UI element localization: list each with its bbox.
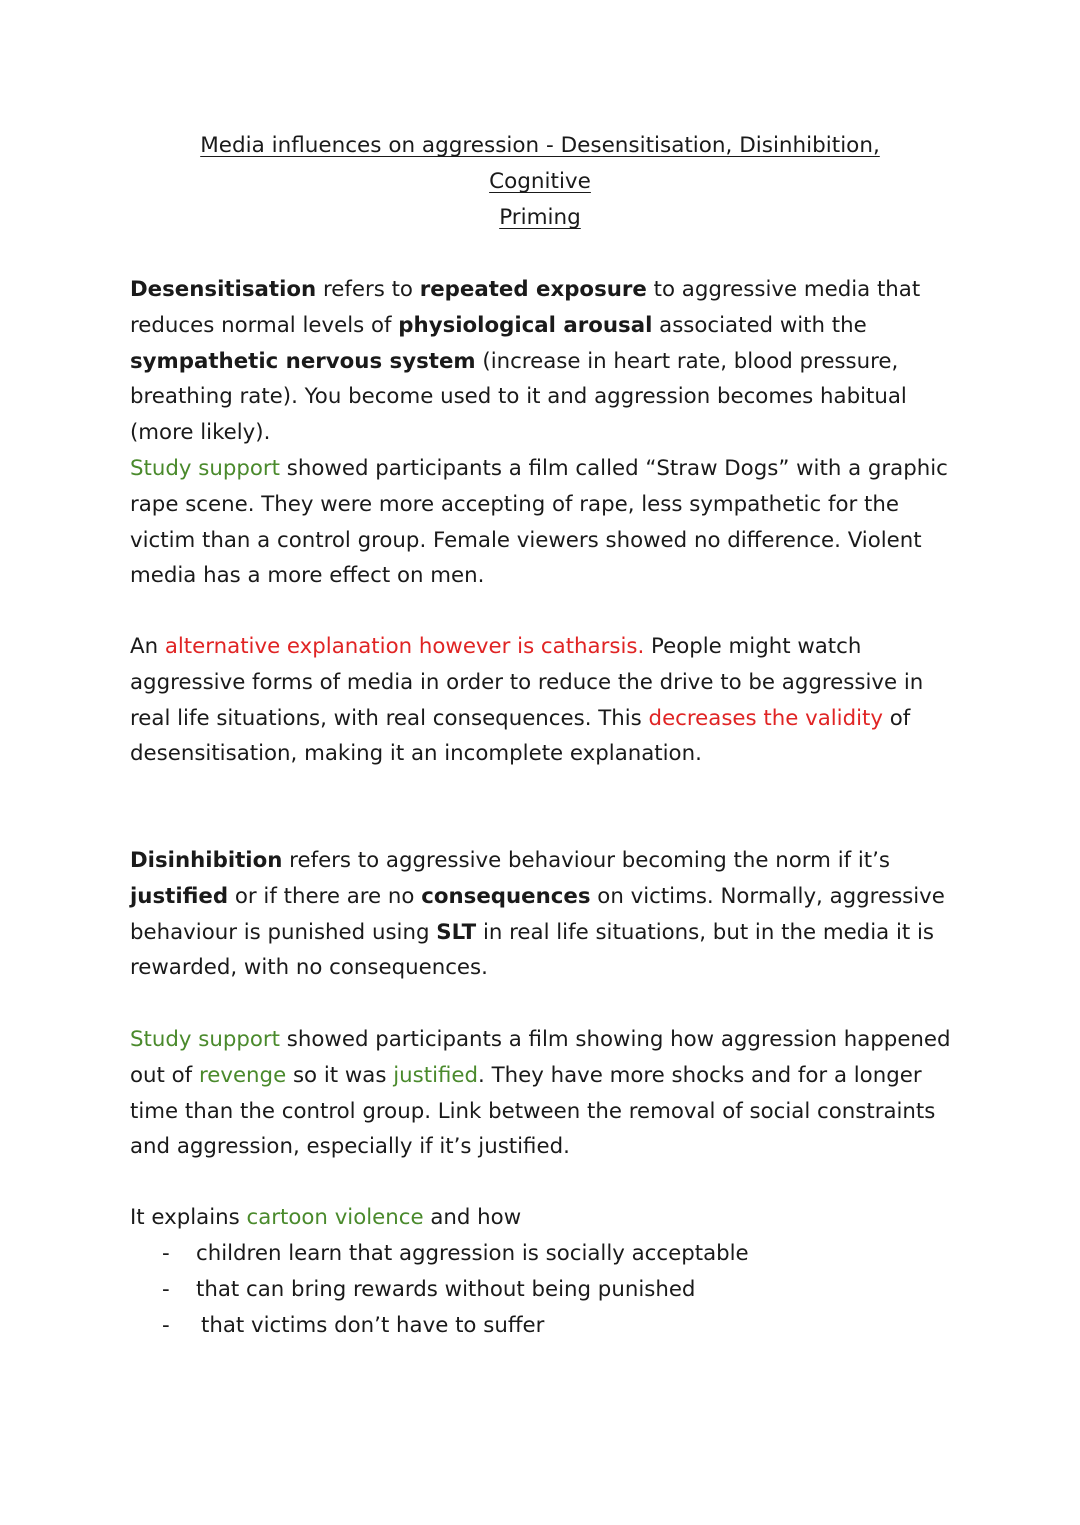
cartoon-violence-intro — [130, 1200, 960, 1236]
title-line-2: Priming — [499, 205, 581, 230]
study-support-paragraph-2 — [130, 1022, 960, 1165]
text: in real life situations, but in the media it is rewarded, with no consequences. — [130, 919, 934, 981]
document-title — [150, 128, 930, 236]
bullet-dash: - — [162, 1241, 170, 1266]
study-support-label: Study support — [130, 456, 281, 481]
text: People might watch aggressive forms of media in order to reduce the drive to be aggressive in real life situations, with real consequences. This — [130, 634, 924, 731]
keyword: repeated exposure — [419, 277, 647, 302]
text: associated with the — [652, 312, 867, 338]
text: refers to — [316, 277, 420, 302]
text: refers to aggressive behaviour becoming the norm if it’s — [282, 848, 891, 873]
title-line-1: Media influences on aggression - Desensitisation, Disinhibition, Cognitive — [200, 133, 880, 194]
desensitisation-term: Desensitisation — [130, 277, 317, 302]
keyword: physiological arousal — [398, 312, 653, 338]
text: showed participants a film showing how aggression happened out of — [130, 1027, 951, 1088]
text: . They have more shocks and for a longer time than the control group. Link between the removal of social constraints and aggression, especially if it’s justified. — [130, 1062, 936, 1160]
highlight-green: justified — [393, 1062, 479, 1088]
disinhibition-paragraph — [130, 843, 960, 986]
keyword: sympathetic nervous system — [130, 348, 476, 374]
text: It explains — [130, 1205, 247, 1230]
list-item-text: children learn that aggression is socially acceptable — [196, 1241, 749, 1266]
text: An — [130, 634, 165, 659]
text: of desensitisation, making it an incomplete explanation. — [130, 705, 911, 767]
study-support-label: Study support — [130, 1027, 281, 1052]
alternative-explanation-paragraph — [130, 629, 960, 772]
highlight-green: cartoon violence — [246, 1205, 424, 1230]
disinhibition-term: Disinhibition — [130, 848, 283, 873]
cartoon-violence-list — [130, 1236, 960, 1343]
text: so it was — [286, 1062, 394, 1088]
text: (increase in heart rate, blood pressure, breathing rate). You become used to it and aggression becomes habitual (more likely). — [130, 348, 907, 446]
desensitisation-paragraph — [130, 272, 960, 451]
keyword: SLT — [436, 919, 477, 945]
highlight-red: alternative explanation however is catharsis. — [164, 634, 645, 659]
bullet-dash: - — [162, 1312, 170, 1338]
text: showed participants a film called “Straw Dogs” with a graphic rape scene. They were more accepting of rape, less sympathetic for the victim than a control group. Female viewers showed no difference. Violent media has a more effect on men. — [130, 456, 948, 589]
list-item — [130, 1236, 960, 1272]
list-item — [130, 1308, 960, 1344]
text: or if there are no — [228, 883, 422, 909]
keyword: consequences — [421, 883, 591, 909]
text: on victims. Normally, aggressive behaviour is punished using — [130, 883, 945, 945]
text: and how — [423, 1205, 522, 1230]
keyword: justified — [130, 883, 229, 909]
highlight-green: revenge — [198, 1062, 287, 1088]
list-item-text: that can bring rewards without being punished — [196, 1276, 696, 1302]
text: to aggressive media that reduces normal levels of — [130, 277, 921, 338]
list-item — [130, 1272, 960, 1308]
highlight-red: decreases the validity — [648, 705, 883, 731]
bullet-dash: - — [162, 1276, 170, 1302]
list-item-text: that victims don’t have to suffer — [201, 1312, 545, 1338]
study-support-paragraph-1 — [130, 451, 960, 594]
